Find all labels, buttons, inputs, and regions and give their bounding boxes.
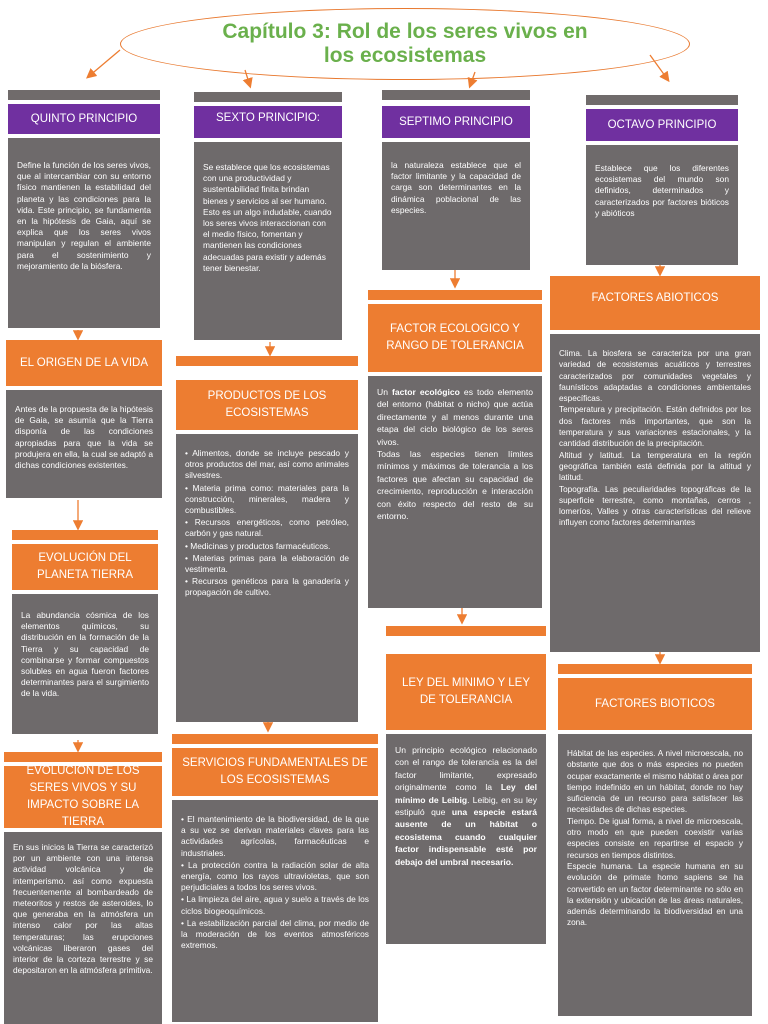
servicios-list <box>181 814 369 951</box>
sexto-heading: SEXTO PRINCIPIO: <box>194 106 342 138</box>
card-strip <box>368 290 542 300</box>
evolucion-planeta-heading: EVOLUCIÓN DEL PLANETA TIERRA <box>12 544 158 590</box>
list-item: • La estabilización parcial del clima, por medio de la moderación de los eventos atmosféricos extremos. <box>181 918 369 952</box>
evolucion-seres-body: En sus inicios la Tierra se caracterizó por un ambiente con una intensa actividad volcánica y de intemperismo. así como expuesta frecuentemente al bombardeado de meteoritos y restos de asteroides, lo que generaba en la atmósfera un intenso calor por las altas temperaturas; las erupciones volcánicas liberaron gases del interior de la corteza terrestre y se depositaron en la atmósfera primitiva. <box>4 832 162 1024</box>
card-strip <box>4 752 162 762</box>
ley-minimo-card <box>386 626 546 944</box>
octavo-body: Establece que los diferentes ecosistemas del mundo son definidos, determinados y caracterizados por factores bióticos y abióticos <box>586 145 738 265</box>
card-strip <box>550 276 760 286</box>
abioticos-topografia: Topografía. Las peculiaridades topográficas de la superficie terrestre, como montañas, cerros , lomeríos, Valles y otras características del relieve influyen como factores determinantes <box>559 484 751 528</box>
servicios-card <box>172 734 378 1022</box>
sexto-principio-card <box>194 92 342 340</box>
origen-heading: EL ORIGEN DE LA VIDA <box>6 340 162 386</box>
factor-ecologico-card <box>368 290 542 608</box>
bioticos-habitat: Hábitat de las especies. A nivel microescala, no obstante que dos o más especies no pueden ocupar exactamente el mismo hábitat o área por tiempo indefinido en un hábitat, donde no hay suficiencia de un recurso para satisfacer las necesidades de dichas especies. <box>567 749 743 815</box>
arrow-title-quinto <box>88 50 120 77</box>
octavo-heading: OCTAVO PRINCIPIO <box>586 109 738 141</box>
origen-vida-card <box>6 340 162 498</box>
list-item: • El mantenimiento de la biodiversidad, de la que a su vez se derivan materiales claves para las actividades agrícolas, farmacéuticas e industriales. <box>181 814 369 859</box>
bioticos-body <box>558 734 752 1016</box>
septimo-principio-card <box>382 90 530 270</box>
factor-heading: FACTOR ECOLOGICO Y RANGO DE TOLERANCIA <box>368 304 542 372</box>
card-strip <box>586 95 738 105</box>
list-item: • Materia prima como: materiales para la construcción, minerales, madera y combustibles. <box>185 483 349 517</box>
octavo-principio-card <box>586 95 738 265</box>
abioticos-altitud: Altitud y latitud. La temperatura en la región geográfica también está definida por la altitud y latitud. <box>559 450 751 483</box>
bioticos-tiempo: Tiempo. De igual forma, a nivel de microescala, otro modo en que pueden coexistir varias especies consiste en repartirse el espacio y recursos en tiempos distintos. <box>567 816 743 860</box>
list-item: • Recursos energéticos, como petróleo, carbón y gas natural. <box>185 517 349 539</box>
list-item: • La protección contra la radiación solar de alta energía, como los rayos ultravioletas, que son perjudiciales a todos los seres vivos. <box>181 860 369 894</box>
ley-heading: LEY DEL MINIMO Y LEY DE TOLERANCIA <box>386 654 546 730</box>
abioticos-clima: Clima. La biosfera se caracteriza por una gran variedad de ecosistemas acuáticos y terrestres caracterizados por comunidades vegetales y faunísticos adaptadas a condiciones ambientales específicas. <box>559 349 751 404</box>
list-item: • Recursos genéticos para la ganadería y propagación de cultivo. <box>185 576 349 598</box>
card-strip <box>176 356 358 366</box>
septimo-heading: SEPTIMO PRINCIPIO <box>382 106 530 138</box>
factor-paragraph-2: Todas las especies tienen límites mínimos y máximos de tolerancia a los factores que afectan su capacidad de crecimiento, reproducción e interacción con éxito respecto del resto de su entorno. <box>377 449 533 522</box>
card-strip <box>172 734 378 744</box>
evolucion-seres-card <box>4 752 162 1024</box>
ley-paragraph: Un principio ecológico relacionado con el rango de tolerancia es la del factor limitante, expresado originalmente como la Ley del mínimo de Leibig. Leibig, en su ley estipuló que una especie estará ausente de un hábitat o ecosistema cuando cualquier factor indispensable esté por debajo del umbral necesario. <box>395 745 537 867</box>
list-item: • Medicinas y productos farmacéuticos. <box>185 541 349 552</box>
evolucion-planeta-card <box>12 530 158 734</box>
quinto-heading: QUINTO PRINCIPIO <box>8 104 160 134</box>
factores-bioticos-card <box>558 664 752 1016</box>
abioticos-temperatura: Temperatura y precipitación. Están definidos por los dos factores más importantes, que son la temperatura y sus variaciones estacionales, y la cantidad distribución de la precipitación. <box>559 405 751 449</box>
card-strip <box>8 90 160 100</box>
list-item: • Alimentos, donde se incluye pescado y otros productos del mar, así como animales silvestres. <box>185 448 349 482</box>
bioticos-heading: FACTORES BIOTICOS <box>558 678 752 730</box>
bioticos-especie: Especie humana. La especie humana en su evolución de primate homo sapiens se ha convertido en un factor determinante no sólo en la extensión y ubicación de las áreas naturales, además determinando la biodiversidad en una zona. <box>567 861 743 928</box>
ley-body <box>386 734 546 944</box>
productos-body <box>176 434 358 722</box>
evolucion-seres-heading: EVOLUCIÓN DE LOS SERES VIVOS Y SU IMPACTO SOBRE LA TIERRA <box>4 766 162 828</box>
sexto-body: Se establece que los ecosistemas con una productividad y sustentabilidad finita brindan bienes y servicios al ser humano. Esto es un algo indudable, cuando los seres vivos interaccionan con el medio físico, fomentan y mantienen las condiciones adecuadas para existir y además tener bienestar. <box>194 142 342 340</box>
factor-body <box>368 376 542 608</box>
card-strip <box>386 626 546 636</box>
title-oval <box>120 8 690 80</box>
septimo-body: la naturaleza establece que el factor limitante y la capacidad de carga son determinantes en la dinámica poblacional de las especies. <box>382 142 530 270</box>
evolucion-planeta-body: La abundancia cósmica de los elementos químicos, su distribución en la formación de la Tierra y su capacidad de combinarse y formar compuestos solubles en agua fueron factores determinantes para el surgimiento de la vida. <box>12 594 158 734</box>
productos-card <box>176 356 358 722</box>
origen-body: Antes de la propuesta de la hipótesis de Gaia, se asumía que la Tierra disponía de las condiciones apropiadas para que la vida se produjera en ella, la cual se adaptó a dichas condiciones existentes. <box>6 390 162 498</box>
abioticos-body <box>550 334 760 652</box>
card-strip <box>12 530 158 540</box>
servicios-body <box>172 800 378 1022</box>
quinto-body: Define la función de los seres vivos, que al intercambiar con su entorno físico mantienen la estabilidad del planeta y las condiciones para la vida. Este principio, se fundamenta en la hipótesis de Gaia, aquí se explica que los seres vivos manipulan y regulan el ambiente para el sostenimiento y mejoramiento de la biósfera. <box>8 138 160 328</box>
abioticos-heading: FACTORES ABIOTICOS <box>550 286 760 330</box>
page-title: Capítulo 3: Rol de los seres vivos en los ecosistemas <box>222 20 588 67</box>
list-item: • La limpieza del aire, agua y suelo a través de los ciclos biogeoquímicos. <box>181 894 369 916</box>
card-strip <box>558 664 752 674</box>
quinto-principio-card <box>8 90 160 328</box>
factores-abioticos-card <box>550 276 760 652</box>
productos-list <box>185 448 349 599</box>
servicios-heading: SERVICIOS FUNDAMENTALES DE LOS ECOSISTEMAS <box>172 748 378 796</box>
list-item: • Materias primas para la elaboración de vestimenta. <box>185 553 349 575</box>
card-strip <box>382 90 530 100</box>
factor-paragraph-1: Un factor ecológico es todo elemento del entorno (hábitat o nicho) que actúa directamente y al menos durante una etapa del ciclo biológico de los seres vivos. <box>377 387 534 447</box>
productos-heading: PRODUCTOS DE LOS ECOSISTEMAS <box>176 380 358 430</box>
card-strip <box>194 92 342 102</box>
